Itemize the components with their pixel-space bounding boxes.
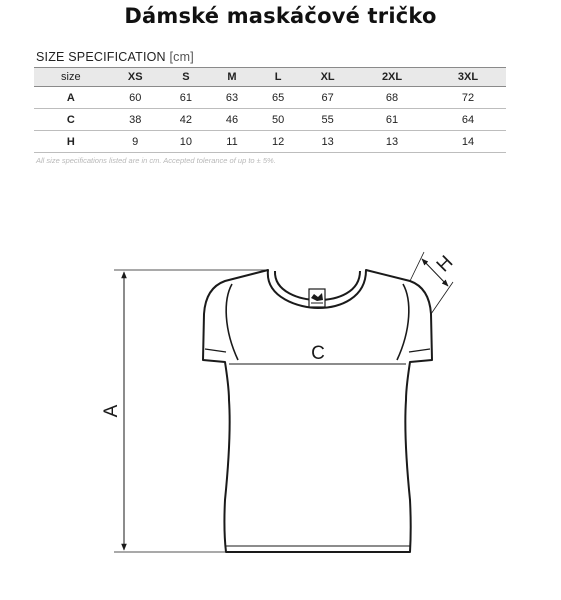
neck-label-logo	[309, 289, 325, 307]
sleeve-extension-bottom	[431, 282, 453, 314]
size-spec-unit: [cm]	[169, 50, 194, 64]
table-cell: 65	[255, 87, 301, 109]
table-cell: 14	[430, 131, 506, 153]
size-header-2xl: 2XL	[354, 68, 430, 87]
row-label-c: C	[34, 109, 108, 131]
size-spec-label: SIZE SPECIFICATION	[36, 50, 166, 64]
table-cell: 38	[108, 109, 163, 131]
size-header-xs: XS	[108, 68, 163, 87]
size-header-m: M	[209, 68, 255, 87]
tolerance-note: All size specifications listed are in cm. Accepted tolerance of up to ± 5%.	[36, 156, 276, 165]
table-cell: 42	[163, 109, 209, 131]
table-cell: 63	[209, 87, 255, 109]
sleeve-label: H	[432, 251, 458, 277]
table-cell: 9	[108, 131, 163, 153]
table-cell: 60	[108, 87, 163, 109]
table-cell: 10	[163, 131, 209, 153]
table-cell: 61	[354, 109, 430, 131]
table-cell: 61	[163, 87, 209, 109]
table-cell: 13	[301, 131, 354, 153]
chest-width-label: C	[311, 343, 325, 364]
table-cell: 12	[255, 131, 301, 153]
row-label-a: A	[34, 87, 108, 109]
table-cell: 55	[301, 109, 354, 131]
tshirt-outline	[203, 270, 432, 552]
size-corner-header: size	[34, 68, 108, 87]
page-title: Dámské maskáčové tričko	[124, 4, 437, 28]
size-header-3xl: 3XL	[430, 68, 506, 87]
table-cell: 50	[255, 109, 301, 131]
row-label-h: H	[34, 131, 108, 153]
table-cell: 11	[209, 131, 255, 153]
size-header-l: L	[255, 68, 301, 87]
table-cell: 67	[301, 87, 354, 109]
table-cell: 13	[354, 131, 430, 153]
sleeve-extension-top	[410, 252, 424, 281]
size-header-s: S	[163, 68, 209, 87]
length-label: A	[101, 404, 122, 418]
table-cell: 46	[209, 109, 255, 131]
size-header-xl: XL	[301, 68, 354, 87]
table-cell: 64	[430, 109, 506, 131]
table-cell: 72	[430, 87, 506, 109]
table-cell: 68	[354, 87, 430, 109]
